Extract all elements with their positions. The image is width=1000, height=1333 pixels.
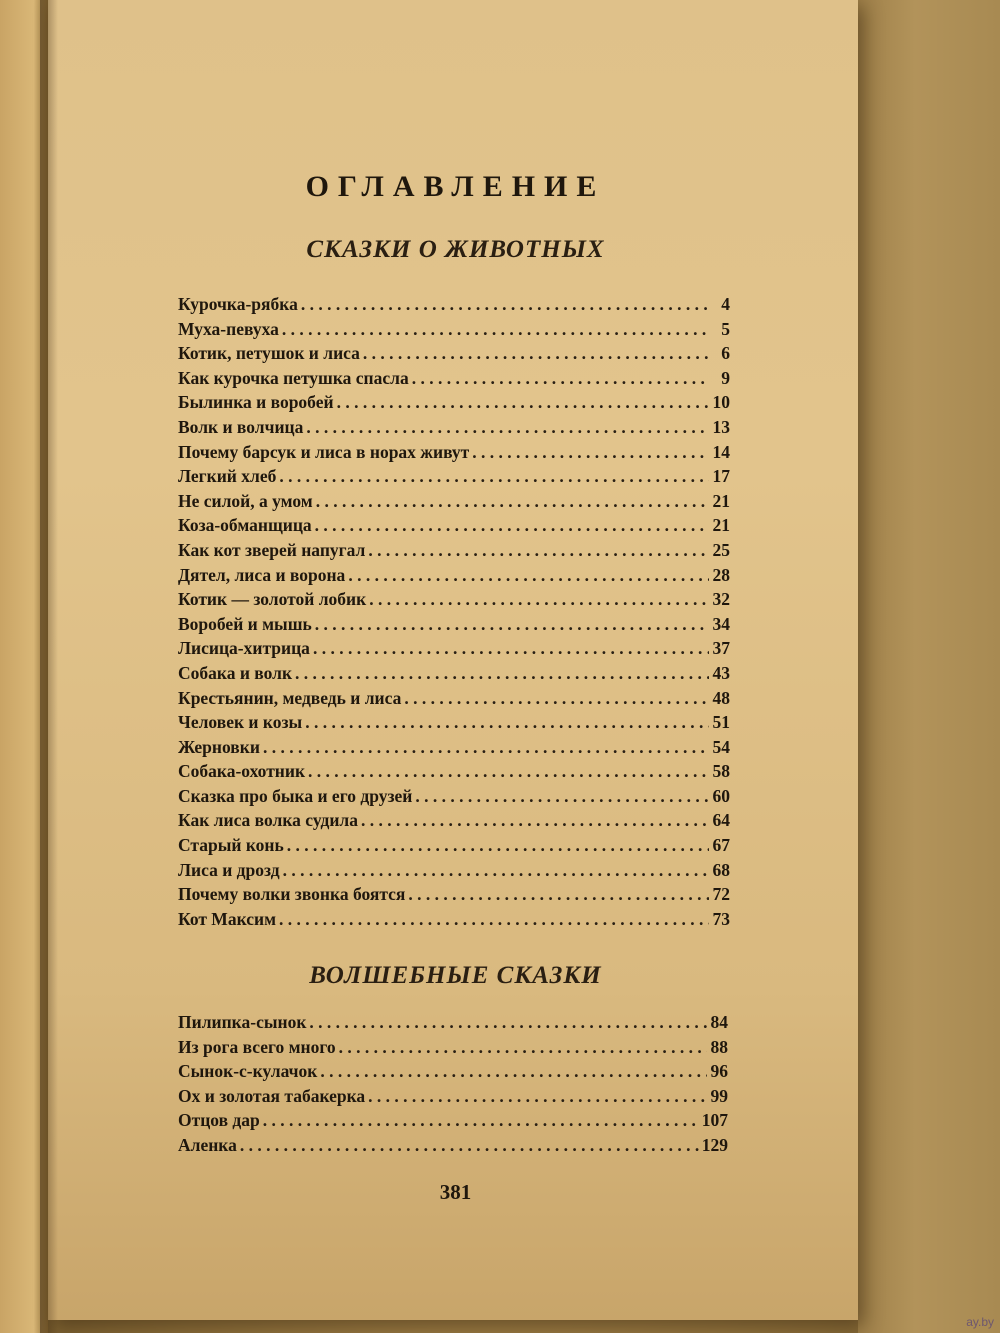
toc-entry-title: Волк и волчица xyxy=(178,416,304,437)
toc-list-animals xyxy=(178,294,730,933)
toc-entry xyxy=(178,909,730,934)
toc-entry xyxy=(178,442,730,467)
toc-entry-page: 84 xyxy=(710,1012,728,1032)
toc-entry-title: Воробей и мышь xyxy=(178,613,312,634)
toc-leader-dots xyxy=(295,663,709,684)
toc-entry xyxy=(178,392,730,417)
toc-entry-title: Легкий хлеб xyxy=(178,466,277,487)
toc-entry-title: Аленка xyxy=(178,1134,237,1155)
toc-entry-title: Пилипка-сынок xyxy=(178,1012,307,1032)
toc-entry-page: 14 xyxy=(712,441,730,462)
toc-entry xyxy=(178,1012,728,1037)
toc-leader-dots xyxy=(279,466,709,487)
toc-entry xyxy=(178,1086,728,1111)
page-heading: ОГЛАВЛЕНИЕ xyxy=(305,170,606,203)
book-page xyxy=(48,0,858,1320)
toc-entry-title: Сынок-с-кулачок xyxy=(178,1061,318,1082)
toc-entry-page: 88 xyxy=(710,1036,728,1057)
toc-leader-dots xyxy=(363,343,709,364)
section-title-animals: СКАЗКИ О ЖИВОТНЫХ xyxy=(306,236,605,263)
toc-leader-dots xyxy=(415,786,709,807)
toc-entry-page: 34 xyxy=(712,613,730,634)
toc-entry-title: Сказка про быка и его друзей xyxy=(178,785,413,806)
toc-entry-title: Котик — золотой лобик xyxy=(178,589,367,610)
toc-entry xyxy=(178,786,730,811)
toc-entry xyxy=(178,319,730,344)
toc-leader-dots xyxy=(316,491,709,512)
toc-entry-title: Старый конь xyxy=(178,835,284,856)
toc-entry-title: Из рога всего много xyxy=(178,1036,336,1057)
toc-entry-title: Как курочка петушка спасла xyxy=(178,367,409,388)
toc-entry-title: Как кот зверей напугал xyxy=(178,539,366,560)
toc-leader-dots xyxy=(315,614,709,635)
spine-shadow xyxy=(40,0,58,1333)
toc-entry-title: Жерновки xyxy=(178,736,260,757)
toc-leader-dots xyxy=(308,761,709,782)
toc-entry-title: Коза-обманщица xyxy=(178,515,312,536)
toc-entry-page: 9 xyxy=(721,367,730,388)
toc-entry-page: 25 xyxy=(712,539,730,560)
toc-entry-page: 67 xyxy=(712,835,730,856)
toc-entry xyxy=(178,589,730,614)
toc-entry-title: Дятел, лиса и ворона xyxy=(178,564,346,585)
toc-entry-title: Котик, петушок и лиса xyxy=(178,343,360,364)
toc-entry-title: Курочка-рябка xyxy=(178,294,298,314)
toc-entry xyxy=(178,663,730,688)
toc-entry xyxy=(178,1061,728,1086)
toc-entry-title: Крестьянин, медведь и лиса xyxy=(178,687,402,708)
toc-entry xyxy=(178,294,730,319)
toc-entry xyxy=(178,466,730,491)
toc-leader-dots xyxy=(279,909,709,930)
toc-entry-title: Былинка и воробей xyxy=(178,392,334,413)
toc-leader-dots xyxy=(283,860,709,881)
toc-entry-title: Не силой, а умом xyxy=(178,490,313,511)
toc-leader-dots xyxy=(301,294,709,315)
toc-entry-page: 64 xyxy=(712,810,730,831)
toc-entry-title: Собака-охотник xyxy=(178,761,306,782)
toc-entry-title: Ох и золотая табакерка xyxy=(178,1085,366,1106)
toc-entry-page: 5 xyxy=(721,318,730,339)
toc-leader-dots xyxy=(348,565,709,586)
toc-entry-title: Лиса и дрозд xyxy=(178,859,280,880)
toc-entry-page: 37 xyxy=(712,638,730,659)
toc-entry-page: 10 xyxy=(712,392,730,413)
toc-entry-page: 28 xyxy=(712,564,730,585)
toc-leader-dots xyxy=(320,1061,707,1082)
toc-list-magic xyxy=(178,1012,728,1160)
toc-entry-page: 32 xyxy=(712,589,730,610)
page-number: 381 xyxy=(439,1180,472,1204)
toc-entry xyxy=(178,614,730,639)
background-right xyxy=(858,0,1000,1333)
toc-entry-title: Как лиса волка судила xyxy=(178,810,358,831)
toc-entry xyxy=(178,1135,728,1160)
toc-entry xyxy=(178,688,730,713)
toc-leader-dots xyxy=(412,368,709,389)
toc-entry xyxy=(178,417,730,442)
toc-leader-dots xyxy=(306,417,709,438)
toc-entry-title: Лисица-хитрица xyxy=(178,638,310,659)
toc-entry-title: Человек и козы xyxy=(178,712,303,733)
toc-entry-page: 60 xyxy=(712,785,730,806)
toc-entry xyxy=(178,835,730,860)
toc-entry xyxy=(178,515,730,540)
toc-entry-page: 4 xyxy=(721,294,730,314)
toc-leader-dots xyxy=(315,515,709,536)
toc-entry-title: Муха-певуха xyxy=(178,318,279,339)
toc-entry-page: 51 xyxy=(712,712,730,733)
toc-entry-page: 99 xyxy=(710,1085,728,1106)
toc-entry xyxy=(178,1110,728,1135)
toc-entry-page: 72 xyxy=(712,884,730,905)
toc-entry xyxy=(178,884,730,909)
toc-leader-dots xyxy=(337,392,709,413)
section-title-magic: ВОЛШЕБНЫЕ СКАЗКИ xyxy=(309,962,602,989)
toc-entry xyxy=(178,491,730,516)
toc-leader-dots xyxy=(368,1086,707,1107)
toc-entry xyxy=(178,638,730,663)
toc-leader-dots xyxy=(368,540,709,561)
toc-entry xyxy=(178,810,730,835)
toc-leader-dots xyxy=(282,319,709,340)
toc-leader-dots xyxy=(369,589,709,610)
toc-entry xyxy=(178,860,730,885)
toc-leader-dots xyxy=(305,712,709,733)
toc-entry-page: 73 xyxy=(712,908,730,929)
toc-leader-dots xyxy=(361,810,709,831)
toc-entry-page: 107 xyxy=(701,1110,728,1131)
toc-entry-page: 96 xyxy=(710,1061,728,1082)
toc-entry xyxy=(178,1037,728,1062)
toc-entry-title: Собака и волк xyxy=(178,662,293,683)
toc-entry-page: 43 xyxy=(712,662,730,683)
toc-entry-page: 48 xyxy=(712,687,730,708)
toc-leader-dots xyxy=(309,1012,707,1033)
toc-entry-page: 6 xyxy=(721,343,730,364)
toc-entry xyxy=(178,737,730,762)
toc-entry-page: 68 xyxy=(712,859,730,880)
toc-entry-title: Отцов дар xyxy=(178,1110,260,1131)
toc-leader-dots xyxy=(472,442,709,463)
toc-entry-page: 17 xyxy=(712,466,730,487)
toc-leader-dots xyxy=(240,1135,699,1156)
toc-entry xyxy=(178,343,730,368)
toc-entry-page: 58 xyxy=(712,761,730,782)
toc-entry-title: Почему барсук и лиса в норах живут xyxy=(178,441,470,462)
watermark: ay.by xyxy=(966,1315,994,1329)
toc-entry-page: 13 xyxy=(712,416,730,437)
toc-entry xyxy=(178,565,730,590)
toc-entry-page: 129 xyxy=(701,1134,728,1155)
toc-entry-page: 54 xyxy=(712,736,730,757)
toc-leader-dots xyxy=(313,638,709,659)
toc-leader-dots xyxy=(408,884,709,905)
toc-entry xyxy=(178,540,730,565)
toc-entry-page: 21 xyxy=(712,515,730,536)
toc-leader-dots xyxy=(339,1037,707,1058)
toc-leader-dots xyxy=(404,688,709,709)
toc-leader-dots xyxy=(263,737,709,758)
toc-entry-title: Почему волки звонка боятся xyxy=(178,884,406,905)
toc-leader-dots xyxy=(287,835,709,856)
toc-entry-page: 21 xyxy=(712,490,730,511)
toc-entry xyxy=(178,368,730,393)
toc-entry xyxy=(178,712,730,737)
toc-entry xyxy=(178,761,730,786)
toc-leader-dots xyxy=(263,1110,699,1131)
toc-entry-title: Кот Максим xyxy=(178,908,276,929)
